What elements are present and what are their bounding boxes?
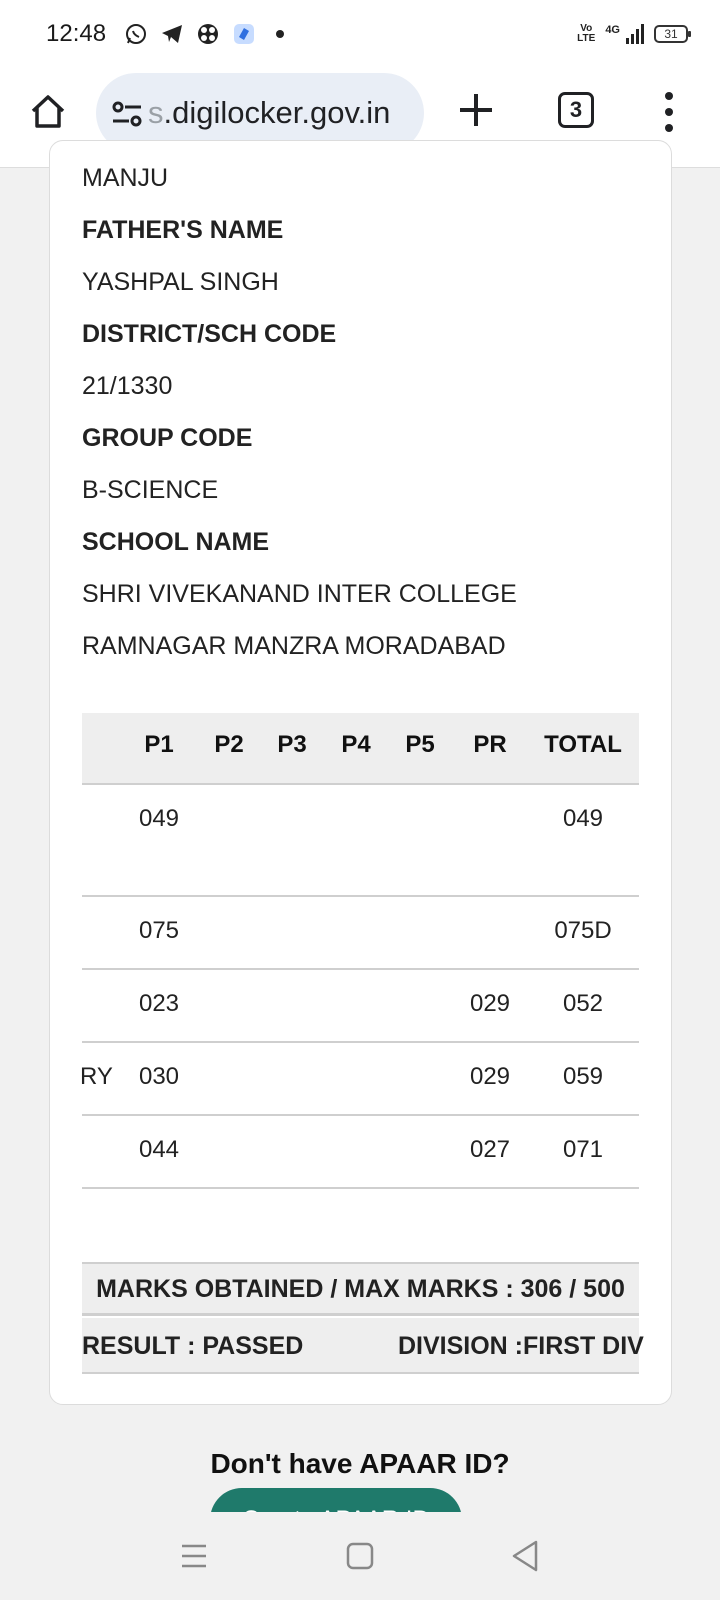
table-row	[82, 970, 639, 1043]
telegram-icon	[160, 22, 184, 46]
header-total: TOTAL	[544, 731, 622, 758]
pr-cell: 027	[469, 1136, 511, 1163]
marks-obtained: MARKS OBTAINED / MAX MARKS : 306 / 500	[82, 1262, 639, 1316]
recents-icon[interactable]	[172, 1534, 216, 1578]
more-menu-icon[interactable]	[664, 92, 674, 132]
table-row	[82, 1116, 639, 1189]
p1-cell: 044	[138, 1136, 180, 1163]
header-p2: P2	[214, 731, 244, 758]
total-cell: 049	[562, 805, 604, 832]
division-status: DIVISION :FIRST DIV	[398, 1332, 644, 1360]
total-cell: 071	[562, 1136, 604, 1163]
result-status: RESULT : PASSED	[82, 1332, 304, 1360]
app-icon	[232, 22, 256, 46]
more-notifications-dot-icon	[268, 22, 292, 46]
table-row	[82, 897, 639, 970]
home-nav-icon[interactable]	[338, 1534, 382, 1578]
group-code-label: GROUP CODE	[82, 424, 253, 452]
header-p1: P1	[144, 731, 174, 758]
new-tab-icon[interactable]	[456, 90, 496, 130]
signal-icon	[626, 24, 644, 44]
url-domain: .digilocker.gov.in	[163, 95, 391, 130]
system-nav-bar	[0, 1512, 720, 1600]
father-name-value: YASHPAL SINGH	[82, 268, 279, 296]
status-bar	[0, 0, 720, 70]
p1-cell: 030	[138, 1063, 180, 1090]
subject-cell: RY	[80, 1063, 113, 1090]
table-header	[82, 713, 639, 785]
pinwheel-icon	[196, 22, 220, 46]
total-cell: 052	[562, 990, 604, 1017]
home-icon[interactable]	[28, 92, 68, 132]
p1-cell: 023	[138, 990, 180, 1017]
whatsapp-icon	[124, 22, 148, 46]
school-name-line2: RAMNAGAR MANZRA MORADABAD	[82, 632, 506, 660]
system-icons	[577, 24, 688, 44]
student-name-value: MANJU	[82, 164, 169, 192]
header-p5: P5	[405, 731, 435, 758]
total-cell: 059	[562, 1063, 604, 1090]
header-p4: P4	[341, 731, 371, 758]
battery-icon: 31	[654, 25, 688, 43]
site-settings-icon[interactable]	[110, 99, 144, 129]
group-code-value: B-SCIENCE	[82, 476, 219, 504]
result-summary	[82, 1262, 644, 1374]
district-code-label: DISTRICT/SCH CODE	[82, 320, 337, 348]
p1-cell: 075	[138, 917, 180, 944]
apaar-button-clip	[0, 1486, 720, 1512]
volte-icon: Vo LTE	[577, 23, 596, 44]
url-faded-prefix: s	[148, 95, 164, 130]
header-pr: PR	[473, 731, 507, 758]
pr-cell: 029	[469, 990, 511, 1017]
school-name-label: SCHOOL NAME	[82, 528, 270, 556]
table-row	[82, 1043, 639, 1116]
header-p3: P3	[277, 731, 307, 758]
url-text	[148, 95, 390, 131]
network-type-label: 4G	[605, 24, 620, 36]
table-row	[82, 785, 639, 897]
p1-cell: 049	[138, 805, 180, 832]
father-name-label: FATHER'S NAME	[82, 216, 284, 244]
back-icon[interactable]	[504, 1534, 548, 1578]
notification-icons	[124, 22, 292, 46]
apaar-prompt: Don't have APAAR ID?	[210, 1448, 510, 1479]
status-time: 12:48	[46, 20, 107, 47]
tab-switcher-button[interactable]: 3	[558, 92, 594, 128]
result-division-row	[82, 1318, 644, 1374]
total-cell: 075D	[554, 917, 612, 944]
school-name-line1: SHRI VIVEKANAND INTER COLLEGE	[82, 580, 517, 608]
pr-cell: 029	[469, 1063, 511, 1090]
district-code-value: 21/1330	[82, 372, 173, 400]
